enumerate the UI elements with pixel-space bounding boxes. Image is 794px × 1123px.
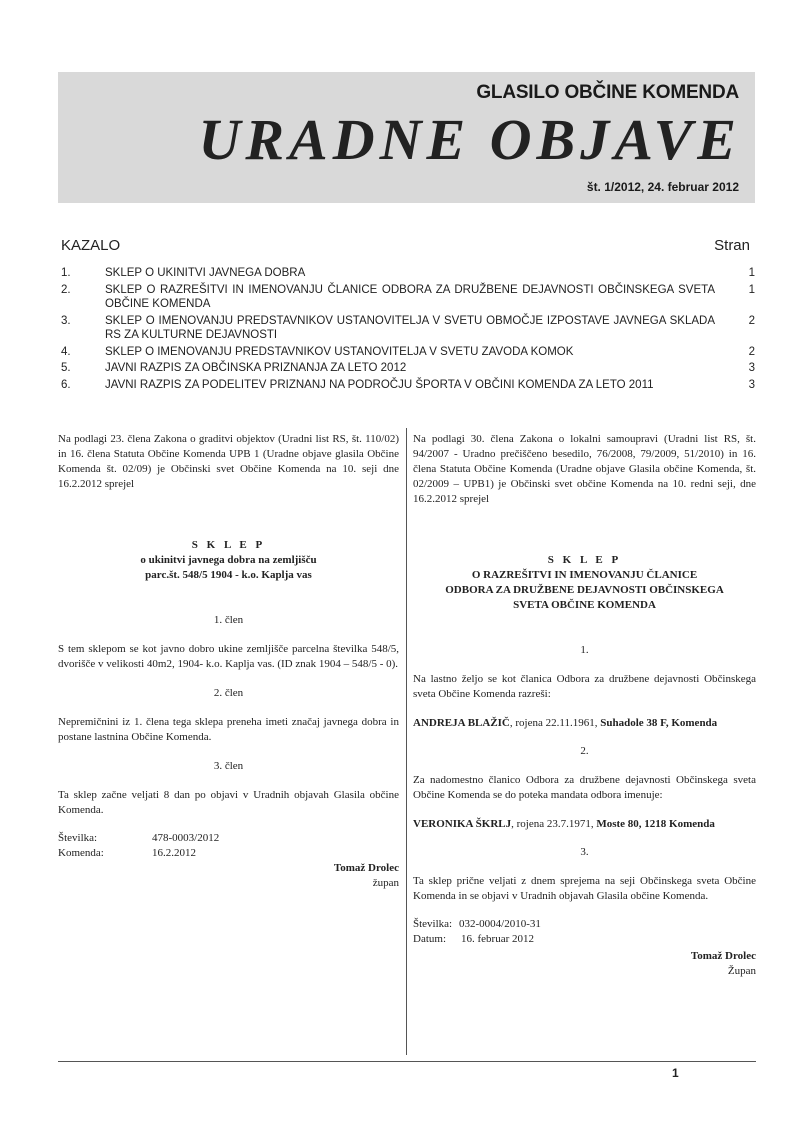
- toc-item-title: SKLEP O UKINITVI JAVNEGA DOBRA: [105, 267, 306, 279]
- right-intro: Na podlagi 30. člena Zakona o lokalni samoupravi (Uradni list RS, št. 94/2007 - Uradno prečiščeno besedilo, 76/2008, 79/2009, 51/2010) in 16. člena Statuta Občine Komenda (Uradne objave Glasila občine Komenda, št. 02/2009 – UPB1) je Občinski svet občine Komenda na 10. redni seji, dne 16.2.2012 sprejel: [413, 433, 756, 505]
- left-date-value: 16.2.2012: [152, 847, 196, 859]
- right-date-label: Datum:: [413, 933, 446, 945]
- right-heading-line-1: O RAZREŠITVI IN IMENOVANJU ČLANICE: [471, 569, 698, 581]
- right-heading-line-3: SVETA OBČINE KOMENDA: [513, 599, 656, 611]
- right-date-value: 16. februar 2012: [461, 933, 535, 945]
- left-article-2-title: 2. člen: [213, 687, 244, 699]
- right-number-row: [413, 917, 756, 932]
- left-number-row: [58, 831, 399, 846]
- person-1-address: Suhadole 38 F, Komenda: [600, 717, 718, 729]
- toc-item[interactable]: [61, 314, 755, 343]
- left-date-row: [58, 846, 399, 861]
- left-article-1-title: 1. člen: [213, 614, 244, 626]
- toc-item-number: 5.: [61, 362, 71, 374]
- left-intro: Na podlagi 23. člena Zakona o graditvi objektov (Uradni list RS, št. 110/02) in 16. člena Statuta Občine Komenda UPB 1 (Uradne objave glasila Občine Komenda št. 02/09) je Občinski svet Občine Komenda na 10. seji dne 16.2.2012 sprejel: [58, 433, 399, 490]
- toc-item-number: 4.: [61, 345, 71, 358]
- person-2-name: VERONIKA ŠKRLJ: [413, 818, 512, 830]
- toc-item-page: 1: [748, 283, 755, 296]
- toc-item[interactable]: [61, 283, 755, 312]
- toc-item-number: 6.: [61, 378, 71, 391]
- toc-item-number: 3.: [61, 314, 71, 327]
- toc-item-title: SKLEP O IMENOVANJU PREDSTAVNIKOV USTANOVITELJA V SVETU OBMOČJE IZPOSTAVE JAVNEGA SKLADA RS ZA KULTURNE DEJAVNOSTI: [105, 314, 715, 341]
- left-article-1-text: S tem sklepom se kot javno dobro ukine zemljišče parcelna številka 548/5, dvorišče v velikosti 40m2, 1904- k.o. Kaplja vas. (ID znak 1904 – 548/5 - 0).: [58, 643, 399, 670]
- right-number-value: 032-0004/2010-31: [459, 918, 541, 930]
- right-heading-line-2: ODBORA ZA DRUŽBENE DEJAVNOSTI OBČINSKEGA: [445, 584, 724, 596]
- person-1-birth: , rojena 22.11.1961,: [509, 717, 601, 729]
- masthead: [58, 72, 755, 203]
- toc-item-page: 2: [748, 345, 755, 358]
- left-signer-role: župan: [372, 877, 399, 889]
- toc-item-page: 3: [748, 362, 755, 374]
- right-section-2-text: Za nadomestno članico Odbora za družbene dejavnosti Občinskega sveta Občine Komenda se do poteka mandata odbora imenuje:: [413, 774, 756, 801]
- toc-item-title: SKLEP O RAZREŠITVI IN IMENOVANJU ČLANICE ODBORA ZA DRUŽBENE DEJAVNOSTI OBČINSKEGA SVETA OBČINE KOMENDA: [105, 283, 715, 310]
- right-person-2: [413, 817, 756, 832]
- toc-item-number: 2.: [61, 283, 71, 296]
- toc-item-title: SKLEP O IMENOVANJU PREDSTAVNIKOV USTANOVITELJA V SVETU ZAVODA KOMOK: [105, 345, 574, 358]
- left-heading-subject: o ukinitvi javnega dobra na zemljišču: [140, 554, 317, 566]
- issue-info: št. 1/2012, 24. februar 2012: [586, 180, 739, 194]
- left-number-label: Številka:: [58, 832, 98, 844]
- left-column: [58, 432, 399, 891]
- right-section-1-title: 1.: [580, 644, 589, 656]
- toc-page-label: Stran: [714, 237, 750, 254]
- left-heading-parcel: parc.št. 548/5 1904 - k.o. Kaplja vas: [145, 569, 312, 581]
- left-article-2-text: Nepremičnini iz 1. člena tega sklepa preneha imeti značaj javnega dobra in postane lastnina Občine Komenda.: [58, 716, 399, 743]
- toc-item[interactable]: [61, 345, 755, 360]
- right-number-label: Številka:: [413, 918, 453, 930]
- toc-item-page: 2: [748, 314, 755, 327]
- person-1-name: ANDREJA BLAŽIČ: [413, 717, 510, 729]
- table-of-contents: [61, 266, 755, 394]
- toc-item-number: 1.: [61, 267, 71, 279]
- right-date-row: [413, 932, 756, 947]
- left-article-3-text: Ta sklep začne veljati 8 dan po objavi v Uradnih objavah Glasila občine Komenda.: [58, 789, 399, 816]
- left-place-label: Komenda:: [58, 847, 104, 859]
- left-heading-sklep: S K L E P: [191, 539, 266, 551]
- toc-item-title: JAVNI RAZPIS ZA PODELITEV PRIZNANJ NA PODROČJU ŠPORTA V OBČINI KOMENDA ZA LETO 2011: [105, 378, 654, 391]
- footer-rule: [58, 1061, 756, 1062]
- toc-item[interactable]: [61, 266, 755, 281]
- left-signer-name: Tomaž Drolec: [333, 862, 399, 874]
- toc-item-page: 3: [748, 378, 755, 391]
- person-2-address: Moste 80, 1218 Komenda: [596, 818, 715, 830]
- toc-title: KAZALO: [61, 237, 121, 254]
- publication-name: GLASILO OBČINE KOMENDA: [476, 82, 739, 103]
- page-number: 1: [672, 1066, 679, 1080]
- masthead-title: URADNE OBJAVE: [198, 107, 741, 172]
- right-section-2-title: 2.: [580, 745, 589, 757]
- left-article-3-title: 3. člen: [213, 760, 244, 772]
- column-divider: [406, 428, 407, 1055]
- right-section-3-text: Ta sklep prične veljati z dnem sprejema na seji Občinskega sveta Občine Komenda in se objavi v Uradnih objavah Glasila občine Komenda.: [413, 875, 756, 902]
- toc-item[interactable]: [61, 361, 755, 376]
- toc-item-title: JAVNI RAZPIS ZA OBČINSKA PRIZNANJA ZA LETO 2012: [105, 362, 407, 374]
- right-section-1-text: Na lastno željo se kot članica Odbora za družbene dejavnosti Občinskega sveta Občine Komenda razreši:: [413, 673, 756, 700]
- right-column: [413, 432, 756, 979]
- right-person-1: [413, 716, 756, 731]
- right-signer-role: Župan: [727, 965, 756, 977]
- right-heading-sklep: S K L E P: [547, 554, 622, 566]
- right-signer-name: Tomaž Drolec: [690, 950, 756, 962]
- person-2-birth: , rojena 23.7.1971,: [511, 818, 597, 830]
- toc-item-page: 1: [748, 267, 755, 279]
- left-number-value: 478-0003/2012: [152, 832, 220, 844]
- toc-item[interactable]: [61, 378, 755, 393]
- right-section-3-title: 3.: [580, 846, 589, 858]
